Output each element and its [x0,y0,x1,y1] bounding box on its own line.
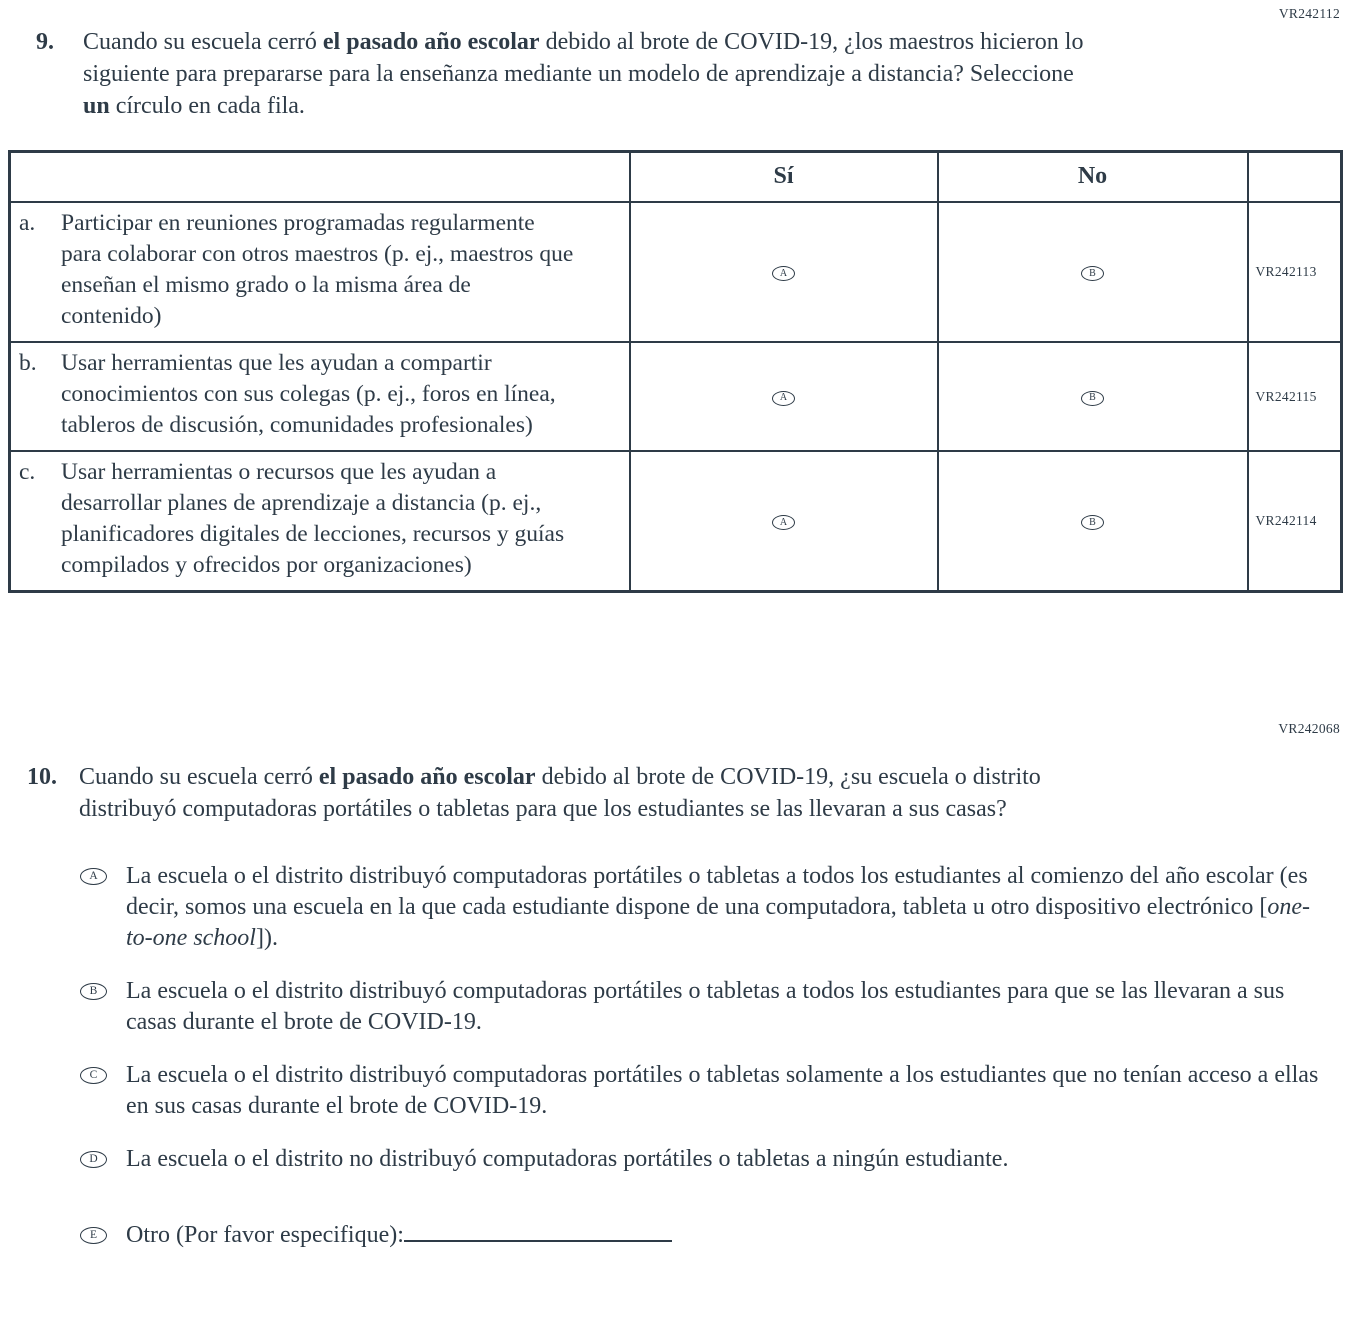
q10-options [80,861,1319,1251]
q9-text-part: círculo en cada fila. [109,93,305,119]
option-a-text [126,861,1319,954]
bubble-letter: B [1089,267,1096,279]
bubble-letter: A [89,869,98,882]
bubble-letter: A [779,392,788,404]
form-code-q10: VR242068 [1278,721,1340,736]
table-row-b [10,342,1342,451]
answer-bubble-row-c-si[interactable] [772,515,795,530]
row-a-description [10,202,630,342]
option-e-text-part: Otro (Por favor especifique): [126,1222,404,1248]
bubble-letter: A [779,267,788,279]
bubble-letter: B [89,984,98,997]
q9-response-table [8,150,1343,593]
q9-text-bold: un [83,93,110,119]
bubble-letter: C [89,1068,98,1081]
row-a-code: VR242113 [1248,202,1342,342]
row-c-description [10,451,630,592]
option-b-text-part: La escuela o el distrito distribuyó computadoras portátiles o tabletas a todos los estudiantes para que se las llevaran a sus casas durante el brote de COVID-19. [126,978,1285,1035]
question-9-number: 9. [36,29,54,55]
bubble-letter: B [1089,392,1096,404]
row-b-code: VR242115 [1248,342,1342,451]
answer-bubble-a[interactable] [80,868,107,885]
row-c-letter: c. [19,459,36,485]
answer-bubble-b[interactable] [80,983,107,1000]
q10-text-part: debido al brote de COVID-19, ¿su escuela o distrito distribuyó computadoras portátiles o tabletas para que los estudiantes se las llevaran a sus casas? [79,764,1041,822]
empty-header-cell [10,152,630,203]
column-header-no: No [938,152,1248,203]
option-a-text-part: La escuela o el distrito distribuyó computadoras portátiles o tabletas a todos los estudiantes al comienzo del año escolar (es decir, somos una escuela en la que cada estudiante dispone de una computadora, tableta u otro dispositivo electrónico [ [126,863,1308,920]
row-b-letter: b. [19,350,37,376]
row-a-no-cell [938,202,1248,342]
table-header-row [10,152,1342,203]
option-e-text [126,1220,672,1251]
q10-text-part: Cuando su escuela cerró [79,764,319,790]
bubble-letter: E [89,1228,98,1241]
answer-bubble-d[interactable] [80,1151,107,1168]
option-a [80,861,1319,954]
row-a-text: Participar en reuniones programadas regularmente para colaborar con otros maestros (p. ej., maestros que enseñan el mismo grado o la misma área de contenido) [61,210,574,329]
option-b-text [126,976,1319,1038]
answer-bubble-e[interactable] [80,1227,107,1244]
q9-text-part: debido al brote de COVID-19, ¿los maestros hicieron lo siguiente para prepararse para la enseñanza mediante un modelo de aprendizaje a distancia? Seleccione [83,29,1084,87]
answer-bubble-row-a-si[interactable] [772,266,795,281]
answer-bubble-c[interactable] [80,1067,107,1084]
q9-text-bold: el pasado año escolar [322,29,540,55]
question-9 [0,26,1347,122]
other-specify-field[interactable] [404,1240,672,1242]
form-code-q9: VR242112 [1278,6,1340,21]
row-a-si-cell [630,202,938,342]
bubble-letter: A [779,516,788,528]
option-c [80,1060,1319,1122]
answer-bubble-row-a-no[interactable] [1081,266,1104,281]
table-row-a [10,202,1342,342]
q10-text-bold: el pasado año escolar [318,764,536,790]
answer-bubble-row-b-no[interactable] [1081,391,1104,406]
bubble-letter: B [1089,516,1096,528]
bubble-letter: D [89,1152,98,1165]
answer-bubble-row-b-si[interactable] [772,391,795,406]
option-d-text-part: La escuela o el distrito no distribuyó computadoras portátiles o tabletas a ningún estudiante. [126,1146,1009,1172]
row-c-code: VR242114 [1248,451,1342,592]
q9-text-part: Cuando su escuela cerró [83,29,323,55]
row-c-no-cell [938,451,1248,592]
question-10-text [79,761,1089,825]
row-b-description [10,342,630,451]
option-c-text [126,1060,1319,1122]
option-a-text-italic: one-to-one school [126,894,1310,951]
option-c-text-part: La escuela o el distrito distribuyó computadoras portátiles o tabletas solamente a los estudiantes que no tenían acceso a ellas en sus casas durante el brote de COVID-19. [126,1062,1319,1119]
answer-bubble-row-c-no[interactable] [1081,515,1104,530]
option-d-text [126,1144,1008,1175]
question-10 [0,761,1347,825]
column-header-si: Sí [630,152,938,203]
question-9-text [83,26,1093,122]
row-b-text: Usar herramientas que les ayudan a compartir conocimientos con sus colegas (p. ej., foros en línea, tableros de discusión, comunidades profesionales) [61,350,556,438]
question-10-number: 10. [27,764,57,790]
option-e [80,1220,1319,1251]
option-a-text-part: ]). [255,925,278,951]
row-a-letter: a. [19,210,36,236]
row-b-no-cell [938,342,1248,451]
option-b [80,976,1319,1038]
option-d [80,1144,1319,1175]
table-row-c [10,451,1342,592]
empty-header-cell [1248,152,1342,203]
row-c-si-cell [630,451,938,592]
row-b-si-cell [630,342,938,451]
row-c-text: Usar herramientas o recursos que les ayudan a desarrollar planes de aprendizaje a distancia (p. ej., planificadores digitales de lecciones, recursos y guías compilados y ofrecidos por organizaciones) [61,459,565,578]
